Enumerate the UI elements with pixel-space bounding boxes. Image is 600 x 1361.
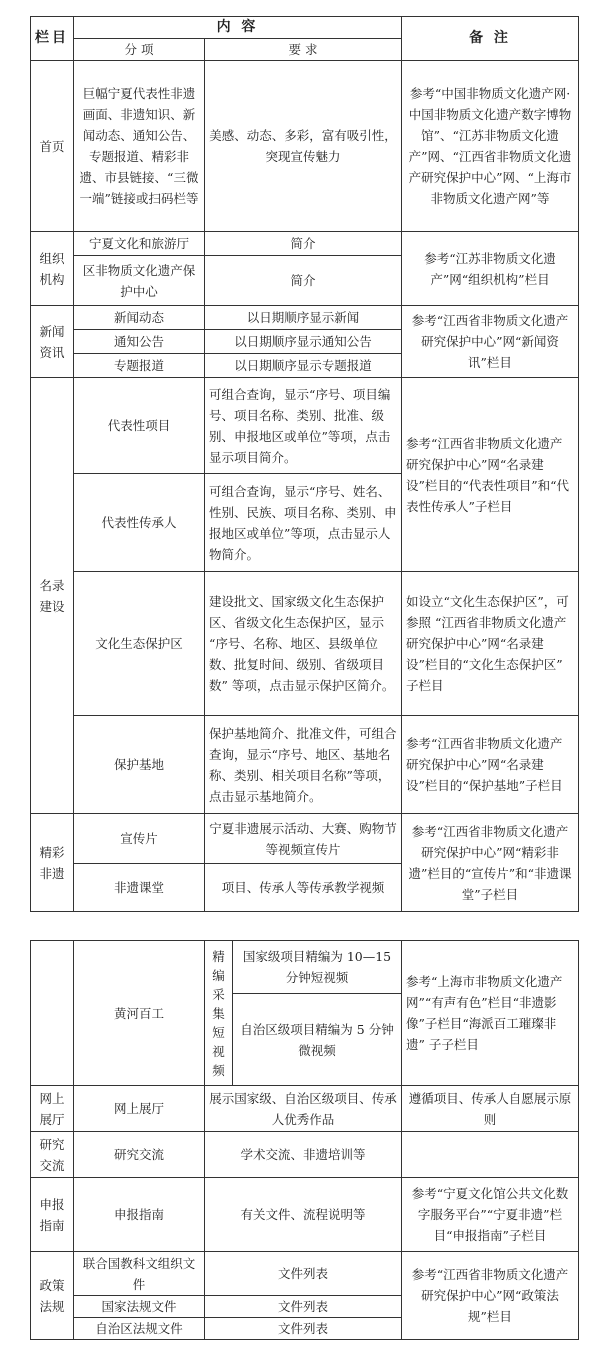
shenbao-fenxiang: 申报指南 — [74, 1178, 205, 1252]
zuzhi-beizhu: 参考“江苏非物质文化遗产”网“组织机构”栏目 — [402, 232, 579, 306]
section-zhengce-label: 政策 法规 — [31, 1252, 74, 1340]
header-lanmu: 栏目 — [31, 17, 74, 61]
shenbao-beizhu: 参考“宁夏文化馆公共文化数字服务平台”“宁夏非遗”栏目“申报指南”子栏目 — [402, 1178, 579, 1252]
yanjiu-fenxiang: 研究交流 — [74, 1132, 205, 1178]
section-shouye-label: 首页 — [31, 61, 74, 232]
jingcai-beizhu: 参考“江西省非物质文化遗产研究保护中心”网“精彩非遗”栏目的“宣传片”和“非遗课堂”子栏目 — [402, 814, 579, 912]
shouye-beizhu: 参考“中国非物质文化遗产网·中国非物质文化遗产数字博物馆”、“江苏非物质文化遗产”网、“江西省非物质文化遗产研究保护中心”网、“上海市非物质文化遗产网”等 — [402, 61, 579, 232]
xinwen-fenxiang-2: 通知公告 — [74, 330, 205, 354]
zuzhi-fenxiang-1: 宁夏文化和旅游厅 — [74, 232, 205, 256]
section-wangshang-label: 网上 展厅 — [31, 1086, 74, 1132]
xinwen-yaoqiu-2: 以日期顺序显示通知公告 — [205, 330, 402, 354]
zuzhi-fenxiang-2: 区非物质文化遗产保护中心 — [74, 256, 205, 306]
huanghe-beizhu: 参考“上海市非物质文化遗产网”“有声有色”栏目“非遗影像”子栏目“海派百工璀璨非遗” 子子栏目 — [402, 941, 579, 1086]
zhengce-yaoqiu-2: 文件列表 — [205, 1296, 402, 1318]
yanjiu-yaoqiu: 学术交流、非遗培训等 — [205, 1132, 402, 1178]
header-neirong: 内 容 — [74, 17, 402, 39]
zhengce-beizhu: 参考“江西省非物质文化遗产研究保护中心”网“政策法规”栏目 — [402, 1252, 579, 1340]
content-table-page-1 — [30, 16, 579, 912]
minglu-beizhu-2: 如设立“文化生态保护区”，可参照 “江西省非物质文化遗产研究保护中心”网“名录建设”栏目的“文化生态保护区” 子栏目 — [402, 572, 579, 716]
zhengce-fenxiang-1: 联合国教科文组织文件 — [74, 1252, 205, 1296]
xinwen-yaoqiu-1: 以日期顺序显示新闻 — [205, 306, 402, 330]
shenbao-yaoqiu: 有关文件、流程说明等 — [205, 1178, 402, 1252]
zuzhi-yaoqiu-2: 简介 — [205, 256, 402, 306]
jingcai-yaoqiu-1: 宁夏非遗展示活动、大赛、购物节等视频宣传片 — [205, 814, 402, 864]
shouye-yaoqiu: 美感、动态、多彩，富有吸引性，突现宣传魅力 — [205, 61, 402, 232]
minglu-fenxiang-1: 代表性项目 — [74, 378, 205, 474]
section-jingcai-label: 精彩 非遗 — [31, 814, 74, 912]
header-yaoqiu: 要 求 — [205, 39, 402, 61]
section-xinwen-label: 新闻 资讯 — [31, 306, 74, 378]
minglu-yaoqiu-4: 保护基地简介、批准文件，可组合查询，显示“序号、地区、基地名称、类别、相关项目名称”等项，点击显示基地简介。 — [205, 716, 402, 814]
zhengce-fenxiang-3: 自治区法规文件 — [74, 1318, 205, 1340]
xinwen-fenxiang-3: 专题报道 — [74, 354, 205, 378]
wangshang-fenxiang: 网上展厅 — [74, 1086, 205, 1132]
huanghe-lanmu-empty — [31, 941, 74, 1086]
minglu-fenxiang-3: 文化生态保护区 — [74, 572, 205, 716]
minglu-fenxiang-4: 保护基地 — [74, 716, 205, 814]
zhengce-yaoqiu-3: 文件列表 — [205, 1318, 402, 1340]
minglu-beizhu-3: 参考“江西省非物质文化遗产研究保护中心”网“名录建设”栏目的“保护基地”子栏目 — [402, 716, 579, 814]
zuzhi-yaoqiu-1: 简介 — [205, 232, 402, 256]
section-yanjiu-label: 研究 交流 — [31, 1132, 74, 1178]
zhengce-yaoqiu-1: 文件列表 — [205, 1252, 402, 1296]
minglu-yaoqiu-2: 可组合查询，显示“序号、姓名、性别、民族、项目名称、类别、申报地区或单位”等项，点击显示人物简介。 — [205, 474, 402, 572]
jingcai-fenxiang-2: 非遗课堂 — [74, 864, 205, 912]
xinwen-yaoqiu-3: 以日期顺序显示专题报道 — [205, 354, 402, 378]
minglu-yaoqiu-3: 建设批文、国家级文化生态保护区、省级文化生态保护区，显示 “序号、名称、地区、县级单位数、批复时间、级别、省级项目数” 等项，点击显示保护区简介。 — [205, 572, 402, 716]
header-fenxiang: 分 项 — [74, 39, 205, 61]
minglu-fenxiang-2: 代表性传承人 — [74, 474, 205, 572]
shouye-fenxiang: 巨幅宁夏代表性非遗画面、非遗知识、新闻动态、通知公告、专题报道、精彩非遗、市县链接、“三微一端”链接或扫码栏等 — [74, 61, 205, 232]
header-beizhu: 备 注 — [402, 17, 579, 61]
wangshang-beizhu: 遵循项目、传承人自愿展示原则 — [402, 1086, 579, 1132]
xinwen-beizhu: 参考“江西省非物质文化遗产研究保护中心”网“新闻资讯”栏目 — [402, 306, 579, 378]
xinwen-fenxiang-1: 新闻动态 — [74, 306, 205, 330]
minglu-yaoqiu-1: 可组合查询，显示“序号、项目编号、项目名称、类别、批准、级别、申报地区或单位”等项，点击显示项目简介。 — [205, 378, 402, 474]
huanghe-req-1: 国家级项目精编为 10—15 分钟短视频 — [233, 941, 402, 994]
jingcai-fenxiang-1: 宣传片 — [74, 814, 205, 864]
yanjiu-beizhu — [402, 1132, 579, 1178]
minglu-beizhu-1: 参考“江西省非物质文化遗产研究保护中心”网“名录建设”栏目的“代表性项目”和“代表性传承人”子栏目 — [402, 378, 579, 572]
zhengce-fenxiang-2: 国家法规文件 — [74, 1296, 205, 1318]
section-zuzhi-label: 组织 机构 — [31, 232, 74, 306]
content-table-page-2 — [30, 940, 579, 1340]
section-minglu-label: 名录 建设 — [31, 378, 74, 814]
jingcai-yaoqiu-2: 项目、传承人等传承教学视频 — [205, 864, 402, 912]
huanghe-side-label: 精 编 采 集 短 视 频 — [205, 941, 233, 1086]
wangshang-yaoqiu: 展示国家级、自治区级项目、传承人优秀作品 — [205, 1086, 402, 1132]
section-shenbao-label: 申报 指南 — [31, 1178, 74, 1252]
huanghe-fenxiang: 黄河百工 — [74, 941, 205, 1086]
huanghe-req-2: 自治区级项目精编为 5 分钟微视频 — [233, 994, 402, 1086]
